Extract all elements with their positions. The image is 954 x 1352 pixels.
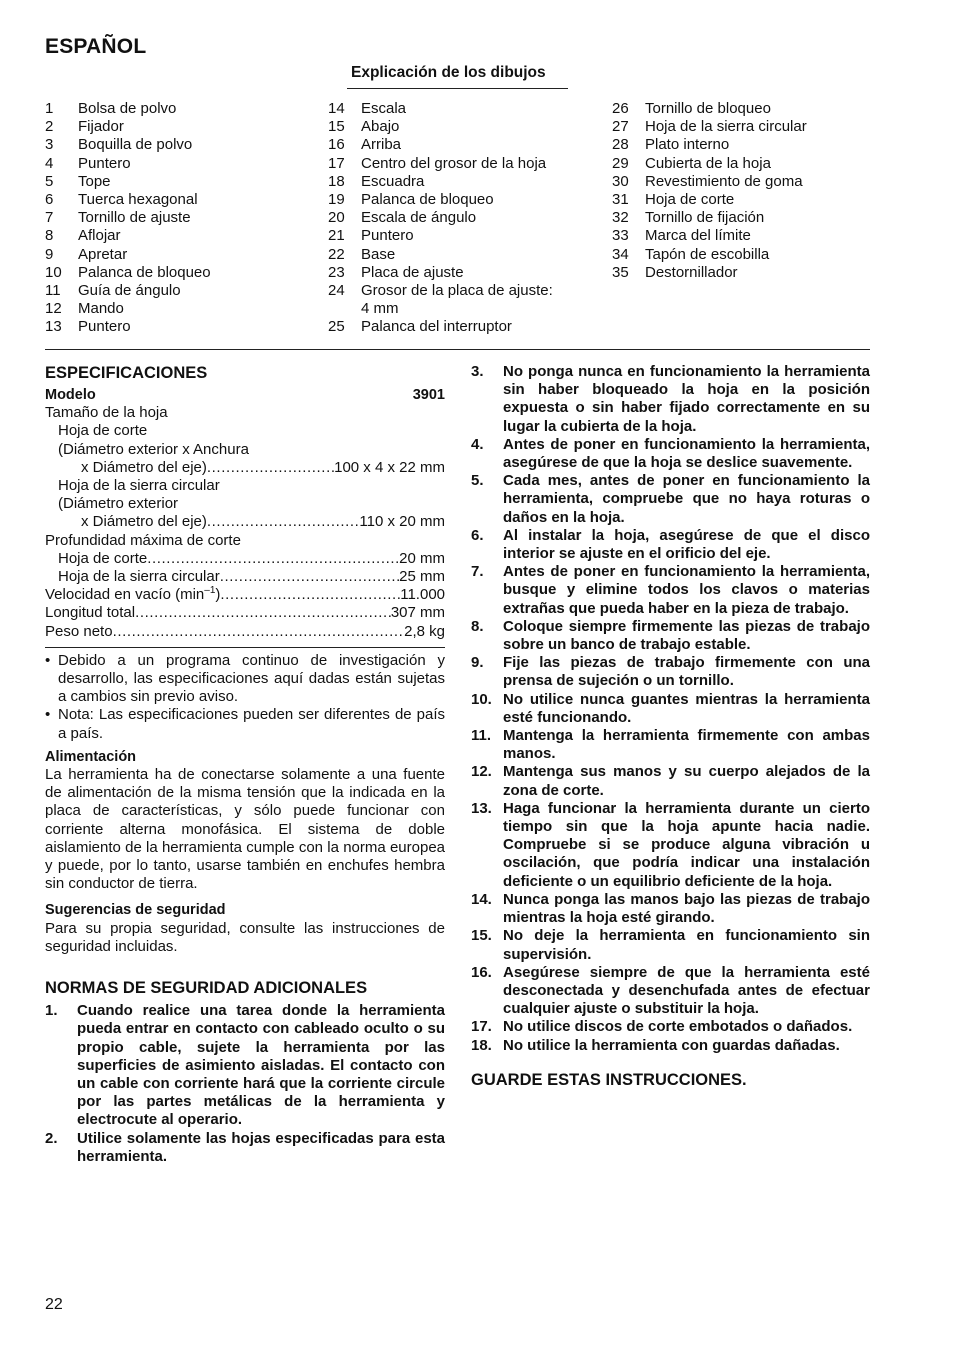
spec-bullet: • Debido a un programa continuo de investigación y desarrollo, las especificaciones aquí dadas están sujetas a cambios sin previo aviso. [45,651,445,706]
legend-item-label: Marca del límite [645,227,751,245]
legend-column-3 [612,100,872,282]
legend-item [328,282,598,300]
rule-item [471,891,870,927]
legend-item [45,118,315,136]
rule-text: Fije las piezas de trabajo firmemente con una prensa de sujeción o un tornillo. [503,654,870,690]
legend-item-label: Boquilla de polvo [78,136,193,154]
legend-item [328,227,598,245]
legend-item-label: Palanca del interruptor [361,318,512,336]
legend-item [328,100,598,118]
rule-item [45,1002,445,1129]
rule-number: 18. [471,1036,492,1054]
rules-list-left [45,1002,445,1166]
legend-item-label: Cubierta de la hoja [645,154,771,172]
rules-title: NORMAS DE SEGURIDAD ADICIONALES [45,979,368,998]
rule-text: No ponga nunca en funcionamiento la herramienta sin haber bloqueado la hoja en la posición expuesta o sin haber fijado correctamente en su lugar la cubierta de la hoja. [503,363,870,435]
legend-item [328,318,598,336]
legend-item-label: Tapón de escobilla [645,245,770,263]
legend-item-label: Grosor de la placa de ajuste: [361,281,553,299]
spec-saw-blade-value: 110 x 20 mm [359,513,445,531]
legend-item [612,191,872,209]
spec-length-label: Longitud total [45,604,136,622]
rule-text: Utilice solamente las hojas especificadas para esta herramienta. [77,1129,445,1165]
rule-text: No deje la herramienta en funcionamiento sin supervisión. [503,927,870,963]
spec-cut-blade-dims: (Diámetro exterior x Anchura [58,440,249,458]
legend-item-number: 5 [45,172,54,190]
rule-item [471,436,870,472]
legend-item-label: Puntero [78,318,131,336]
legend-item-label: Tornillo de bloqueo [645,100,771,117]
spec-depth-saw-row [45,568,445,586]
legend-item-label: Arriba [361,136,402,154]
spec-model-value: 3901 [412,387,445,403]
legend-item-number: 26 [612,100,629,117]
spec-depth-cut-value: 20 mm [399,549,445,567]
language-heading: ESPAÑOL [45,35,147,58]
legend-item-label: Destornillador [645,263,738,281]
legend-item-number: 22 [328,245,345,263]
spec-length-row [45,604,445,622]
legend-item [45,227,315,245]
legend-item-number: 20 [328,209,345,227]
spec-model-label: Modelo [45,387,96,403]
rule-item [471,964,870,1019]
power-text: La herramienta ha de conectarse solamente a una fuente de alimentación de la misma tensión que la indicada en la placa de características, y sólo puede funcionar con corriente alterna monofásica. El sistema de doble aislamiento de la herramienta cumple con la norma europea y puede, por lo tanto, usarse también en enchufes hembra sin conductor de tierra. [45,766,445,893]
rule-item [471,563,870,618]
spec-bullet: • Nota: Las especificaciones pueden ser diferentes de país a país. [45,706,445,742]
legend-item-number: 28 [612,136,629,154]
spec-saw-blade: Hoja de la sierra circular [58,477,220,495]
legend-item-label: Guía de ángulo [78,281,181,299]
rule-text: Asegúrese siempre de que la herramienta esté desconectada y desenchufada antes de efectuar cualquier ajuste o substituir la hoja. [503,963,870,1018]
legend-item-label: Aflojar [78,227,121,245]
legend-item [612,264,872,282]
legend-item [328,300,598,318]
legend-item-label: Hoja de corte [645,190,735,208]
legend-item [328,246,598,264]
safety-text: Para su propia seguridad, consulte las instrucciones de seguridad incluidas. [45,919,445,955]
spec-depth-cut-row [45,550,445,568]
legend-item-label: Palanca de bloqueo [361,190,494,208]
rule-number: 11. [471,727,492,745]
legend-item-label: Hoja de la sierra circular [645,118,807,136]
legend-item-number: 10 [45,263,62,281]
rules-list-right [471,363,870,1055]
legend-item [45,246,315,264]
legend-item-number: 16 [328,136,345,154]
rule-number: 6. [471,526,484,544]
spec-divider [45,647,445,648]
legend-item-label: Fijador [78,118,124,136]
legend-item-number: 25 [328,318,345,336]
rule-item [471,927,870,963]
rule-number: 14. [471,890,492,908]
rule-item [471,1018,870,1036]
legend-item-number [328,300,361,318]
spec-speed-row [45,586,445,604]
rules-footer: GUARDE ESTAS INSTRUCCIONES. [471,1070,747,1089]
spec-depth-saw-label: Hoja de la sierra circular [58,568,220,586]
spec-cut-blade-value: 100 x 4 x 22 mm [334,458,445,476]
legend-item-number: 15 [328,118,345,136]
rule-item [471,1037,870,1055]
legend-item-number: 27 [612,118,629,136]
rule-text: No utilice discos de corte embotados o dañados. [503,1018,853,1036]
legend-item [45,209,315,227]
legend-item-number: 17 [328,154,345,172]
legend-item-number: 7 [45,209,54,227]
safety-title: Sugerencias de seguridad [45,902,226,919]
legend-item-number: 3 [45,136,54,154]
legend-item-number: 11 [45,281,61,299]
rule-number: 9. [471,654,484,672]
legend-item [45,264,315,282]
rule-number: 16. [471,963,492,981]
legend-item [45,155,315,173]
rule-number: 4. [471,435,484,453]
legend-item-label: Tuerca hexagonal [78,190,198,208]
legend-item-number: 35 [612,263,629,281]
section-divider [45,349,870,350]
legend-item [328,118,598,136]
legend-item-number: 31 [612,190,629,208]
rule-number: 8. [471,617,484,635]
rule-number: 5. [471,472,484,490]
legend-item [328,264,598,282]
rule-item [471,691,870,727]
rule-number: 3. [471,363,484,380]
legend-item [328,191,598,209]
spec-cut-blade: Hoja de corte [58,422,148,440]
legend-column-1 [45,100,315,336]
legend-item-label: Placa de ajuste [361,263,464,281]
legend-item-number: 34 [612,245,629,263]
rule-number: 2. [45,1129,58,1147]
legend-item-label: Tope [78,172,111,190]
legend-item-label: Base [361,245,396,263]
legend-item-label: Puntero [78,154,131,172]
rule-number: 10. [471,690,492,708]
rule-text: No utilice la herramienta con guardas dañadas. [503,1036,840,1054]
legend-item-label: 4 mm [361,300,399,318]
legend-item-number: 23 [328,263,345,281]
legend-item [328,136,598,154]
legend-item-label: Mando [78,300,124,318]
legend-item-number: 6 [45,190,54,208]
legend-item-number: 29 [612,154,629,172]
legend-item-number: 12 [45,300,62,318]
rule-item [471,763,870,799]
legend-item [612,118,872,136]
rule-text: Nunca ponga las manos bajo las piezas de trabajo mientras la hoja esté girando. [503,890,870,927]
legend-item-number: 13 [45,318,62,336]
legend-item-label: Revestimiento de goma [645,172,803,190]
legend-item-number: 14 [328,100,345,117]
legend-item [45,100,315,118]
legend-item-number: 2 [45,118,54,136]
legend-item [45,136,315,154]
spec-model-row [45,386,445,404]
page-number: 22 [45,1296,63,1313]
spec-saw-blade-dims2: x Diámetro del eje) [81,513,207,531]
rule-text: Mantenga la herramienta firmemente con ambas manos. [503,727,870,763]
legend-item-label: Escuadra [361,172,425,190]
spec-speed-value: 11.000 [400,586,445,604]
power-title: Alimentación [45,748,137,765]
spec-weight-label: Peso neto [45,622,113,640]
legend-item [45,191,315,209]
legend-item-label: Apretar [78,245,128,263]
legend-item [328,155,598,173]
legend-item [45,282,315,300]
legend-item-label: Puntero [361,227,414,245]
legend-item-label: Tornillo de fijación [645,209,765,227]
legend-item [45,318,315,336]
spec-speed-label: Velocidad en vacío $(\min^{-1})$ [45,585,221,604]
legend-item-number: 32 [612,209,629,227]
legend-item [612,173,872,191]
legend-column-2 [328,100,598,336]
spec-max-depth: Profundidad máxima de corte [45,531,241,549]
legend-item [328,209,598,227]
rule-text: No utilice nunca guantes mientras la herramienta esté funcionando. [503,690,870,726]
legend-item [45,173,315,191]
rule-text: Coloque siempre firmemente las piezas de trabajo sobre un banco de trabajo estable. [503,617,870,654]
legend-item [612,100,872,118]
legend-item-number: 9 [45,245,54,263]
legend-item-number: 18 [328,172,345,190]
rule-number: 1. [45,1002,58,1020]
rule-number: 17. [471,1018,492,1036]
rule-text: Antes de poner en funcionamiento la herramienta, asegúrese de que la hoja se deslice suavemente. [503,435,870,472]
rule-item [471,363,870,436]
left-column [45,363,445,1166]
rule-item [471,800,870,891]
rule-item [471,527,870,563]
legend-item-label: Palanca de bloqueo [78,263,211,281]
spec-saw-blade-row [45,513,445,531]
legend-item [45,300,315,318]
rule-item [471,618,870,654]
legend-item-number: 4 [45,154,54,172]
spec-cut-blade-dims2: x Diámetro del eje) [81,458,207,476]
legend-item-label: Escala [361,100,407,117]
spec-length-value: 307 mm [390,604,445,622]
rule-number: 12. [471,763,492,781]
legend-item-number: 33 [612,227,629,245]
right-column [471,363,870,1090]
rule-text: Al instalar la hoja, asegúrese de que el disco interior se ajuste en el orificio del eje. [503,526,870,563]
rule-text: Cuando realice una tarea donde la herramienta pueda entrar en contacto con cableado oculto o su propio cable, sujete la herramienta por las superficies de asimiento aisladas. El contacto con un cable con corriente hará que la corriente circule por las partes metálicas de la herramienta y electrocute al operario. [77,1002,445,1129]
legend-item-number: 24 [328,281,345,299]
spec-depth-cut-label: Hoja de corte [58,549,148,567]
legend-item [612,155,872,173]
rule-text: Antes de poner en funcionamiento la herramienta, busque y elimine todos los clavos o materias extrañas que pueda haber en la pieza de trabajo. [503,563,870,617]
legend-item-label: Plato interno [645,136,730,154]
rule-number: 13. [471,799,492,817]
rule-text: Haga funcionar la herramienta durante un cierto tiempo sin que la hoja apunte hacia nadie. Compruebe si se produce alguna vibración u oscilación, que podría indicar una instalación deficiente o un equilibrio deficiente de la hoja. [503,799,870,890]
spec-weight-row [45,623,445,641]
legend-item-label: Tornillo de ajuste [78,209,191,227]
legend-title-underline [347,88,568,89]
legend-item [328,173,598,191]
specs-title: ESPECIFICACIONES [45,364,208,382]
legend-item [612,136,872,154]
spec-depth-saw-value: 25 mm [399,568,445,586]
legend-item-label: Escala de ángulo [361,209,477,227]
legend-item-number: 1 [45,100,54,117]
rule-item [471,472,870,527]
rule-number: 7. [471,563,484,581]
rule-item [471,727,870,763]
legend-item-label: Abajo [361,118,400,136]
legend-title: Explicación de los dibujos [351,64,546,81]
spec-saw-blade-dims: (Diámetro exterior [58,495,179,513]
legend-item [612,227,872,245]
rule-number: 15. [471,927,492,945]
legend-item-label: Bolsa de polvo [78,100,177,117]
legend-item-number: 21 [328,227,345,245]
spec-weight-value: 2,8 kg [404,622,445,640]
legend-item-number: 30 [612,172,629,190]
rule-text: Cada mes, antes de poner en funcionamiento la herramienta, compruebe que no haya roturas o daños en la hoja. [503,472,870,526]
rule-text: Mantenga sus manos y su cuerpo alejados de la zona de corte. [503,763,870,799]
legend-item [612,246,872,264]
rule-item [45,1130,445,1166]
legend-item-number: 19 [328,190,345,208]
spec-blade-size: Tamaño de la hoja [45,404,168,422]
rule-item [471,654,870,690]
legend-item-label: Centro del grosor de la hoja [361,154,547,172]
spec-cut-blade-row [45,459,445,477]
legend-item [612,209,872,227]
legend-item-number: 8 [45,227,54,245]
